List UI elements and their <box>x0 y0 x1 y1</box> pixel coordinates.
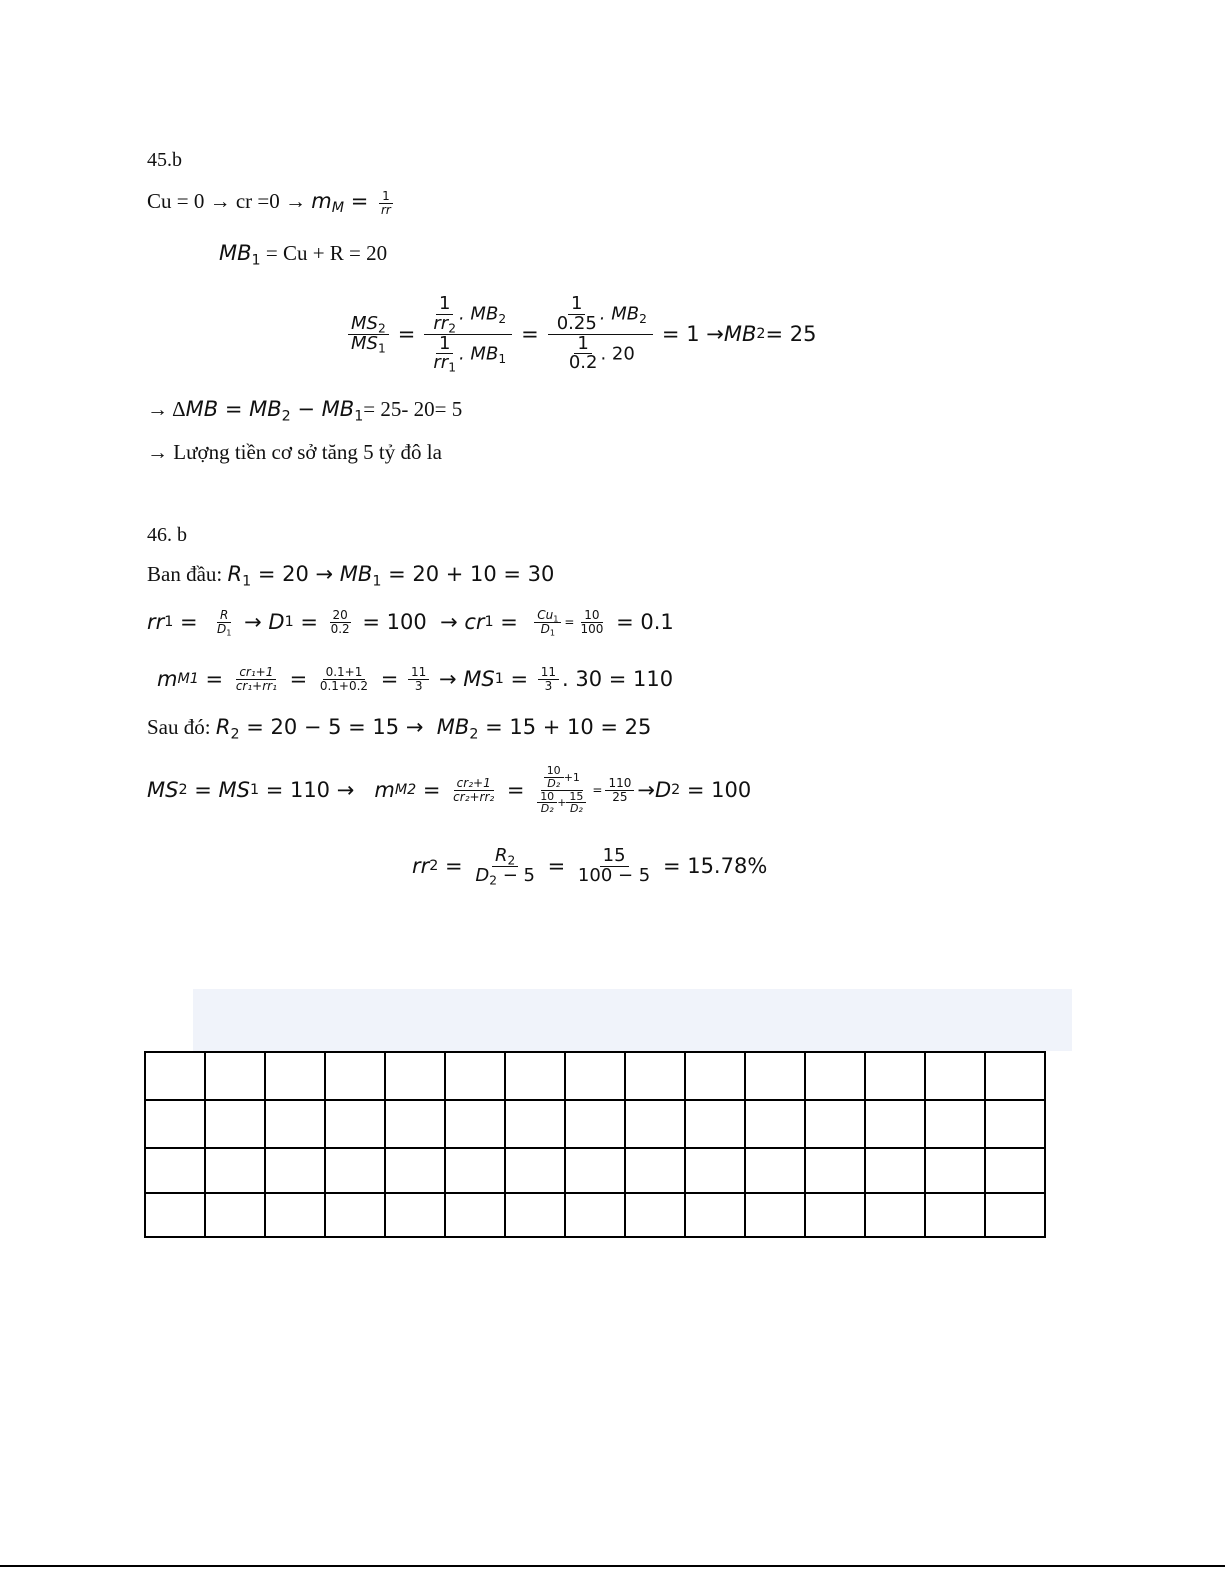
cr1-value: = 0.1 <box>609 609 674 634</box>
mb-subscript: 1 <box>251 252 261 269</box>
table-cell <box>685 1100 745 1148</box>
equals: = <box>540 853 572 878</box>
d2-val: 0.2 <box>568 352 598 374</box>
q45-line2-text: = Cu + R = 20 <box>260 241 388 265</box>
q46-heading: 46. b <box>147 524 187 546</box>
mb-symbol: MB <box>219 241 252 265</box>
mb1-value: = 20 + 10 = 30 <box>381 562 555 586</box>
den: 25 <box>612 789 628 804</box>
equals: = <box>198 666 230 691</box>
den: 3 <box>414 678 423 693</box>
compound-fraction-symbolic <box>424 292 512 376</box>
frac-r2-over-d2-minus-5 <box>472 844 538 888</box>
table-cell <box>865 1193 925 1237</box>
den-sub: 1 <box>226 626 232 637</box>
frac-den: rr <box>381 202 391 217</box>
n-rr: rr <box>433 312 449 334</box>
table-cell <box>925 1100 985 1148</box>
table-cell <box>745 1100 805 1148</box>
table-cell <box>145 1193 205 1237</box>
bottom-rule <box>0 1565 1225 1567</box>
table-cell <box>865 1148 925 1193</box>
num: 0.1+1 <box>323 666 366 680</box>
num: 10 <box>581 609 602 623</box>
r1: R <box>227 562 243 586</box>
inner-frac <box>566 332 601 374</box>
frac-11-over-3 <box>408 666 429 692</box>
num-sub: 1 <box>553 613 559 624</box>
equals: = <box>503 666 535 691</box>
n-mb: . MB <box>458 303 499 325</box>
frac-multiplier-formula <box>233 666 280 692</box>
d1-bot: D₂ <box>540 802 554 816</box>
ms1: MS <box>351 332 378 354</box>
rr2-value: = 15.78% <box>656 853 768 878</box>
table-cell <box>205 1148 265 1193</box>
frac-cu-over-d1 <box>534 609 561 635</box>
equals: = <box>218 397 250 421</box>
d1: D <box>268 609 285 634</box>
label-initial: Ban đầu: <box>147 562 228 586</box>
table-cell <box>925 1052 985 1100</box>
frac-15-over-95 <box>575 844 653 886</box>
mb2: MB <box>249 397 282 421</box>
table-cell <box>265 1052 325 1100</box>
n2-one: 1 <box>568 295 585 315</box>
q46-line5: MS 2 = MS 1 = 110 → m M2 = $\frac{\text{cr₂+1}}{\text{cr₂+rr₂}}$ = $\frac{10}{\text{D₂}}$ +1 $\frac{10}{\text{D₂}}$ + $\frac{15}{\text{D₂}}$ = $\frac{110}{25}$ → D 2 = 100 <box>147 764 752 816</box>
mb1-sub: 1 <box>354 408 364 425</box>
q45-line4 <box>147 397 463 425</box>
frac-20-over-0.2 <box>328 609 353 635</box>
den-sub: 2 <box>489 873 497 888</box>
n-top: 10 <box>544 765 564 778</box>
table-cell <box>805 1052 865 1100</box>
mb2-value: = 15 + 10 = 25 <box>478 715 652 739</box>
frac-r-over-d1 <box>214 609 234 635</box>
mb1: MB <box>339 562 373 586</box>
ms1: MS <box>218 777 250 802</box>
d2-one: 1 <box>574 335 591 355</box>
d-rr: rr <box>433 352 449 374</box>
d2-value: = 100 <box>680 777 752 802</box>
minus: − <box>290 397 322 421</box>
d2-top: 15 <box>566 791 586 804</box>
table-cell <box>865 1052 925 1100</box>
table-cell <box>625 1100 685 1148</box>
table-cell <box>625 1052 685 1100</box>
ms2-sub: 2 <box>377 321 386 336</box>
num: 20 <box>330 609 351 623</box>
table-cell <box>325 1100 385 1148</box>
q45-heading: 45.b <box>147 149 182 171</box>
equals: = <box>397 321 416 346</box>
table-cell <box>865 1100 925 1148</box>
table-cell <box>325 1148 385 1193</box>
table-cell <box>385 1100 445 1148</box>
d2-bot: D₂ <box>569 802 583 816</box>
m-m2: m <box>374 777 395 802</box>
inner-frac <box>430 292 459 336</box>
den: 100 <box>580 621 604 636</box>
table-row <box>145 1193 1045 1237</box>
n2-mb-sub: 2 <box>639 311 647 326</box>
table-cell <box>265 1193 325 1237</box>
num: cr₁+1 <box>236 666 276 680</box>
table-cell <box>445 1148 505 1193</box>
den: D <box>475 864 490 886</box>
table-cell <box>445 1100 505 1148</box>
mb2-value: = 25 <box>765 321 817 346</box>
table-cell <box>625 1148 685 1193</box>
den: 3 <box>544 678 553 693</box>
ms-value: = 110 → <box>259 777 375 802</box>
r2: R <box>215 715 231 739</box>
table-cell <box>985 1052 1045 1100</box>
m-symbol: m <box>311 188 332 213</box>
table-cell <box>385 1193 445 1237</box>
table-cell <box>985 1193 1045 1237</box>
arrow-delta: → Δ <box>147 397 186 421</box>
d1-value: = 100 → <box>355 609 465 634</box>
d-mb-sub: 1 <box>498 351 507 366</box>
m-m1: m <box>157 666 178 691</box>
table-cell <box>925 1148 985 1193</box>
q45-line1-text: Cu = 0 → cr =0 → <box>147 188 312 213</box>
num-sub: 2 <box>507 853 516 868</box>
q46-line3: m M1 = $\frac{\text{cr₁+1}}{\text{cr₁+rr₁}}$ = $\frac{0.1+1}{0.1+0.2}$ = $\frac{11}{3}$ → MS 1 = $\frac{11}{3}$ . 30 = 110 <box>157 664 674 693</box>
q46-line4 <box>147 715 652 743</box>
n2-val: 0.25 <box>556 312 597 334</box>
r1-value: = 20 → <box>251 562 340 586</box>
arrow: → <box>637 777 655 802</box>
arrow: → <box>432 666 464 691</box>
table-cell <box>925 1193 985 1237</box>
table-cell <box>145 1100 205 1148</box>
den: cr₁+rr₁ <box>235 678 277 693</box>
rr1: rr <box>147 609 165 634</box>
table-cell <box>145 1148 205 1193</box>
delta-result: = 25- 20= 5 <box>363 397 463 421</box>
d-rr-sub: 1 <box>448 361 456 376</box>
label-after: Sau đó: <box>147 715 216 739</box>
q46-line1 <box>147 562 555 590</box>
n-rr-sub: 2 <box>448 321 456 336</box>
compound-fraction-numeric <box>548 292 653 374</box>
r2-value: = 20 − 5 = 15 → <box>239 715 437 739</box>
equals: = <box>416 777 448 802</box>
table-cell <box>745 1052 805 1100</box>
ms1-value: . 30 = 110 <box>562 666 674 691</box>
table-cell <box>505 1148 565 1193</box>
num: 11 <box>408 666 429 680</box>
den: D <box>216 621 227 636</box>
d1-top: 10 <box>537 791 557 804</box>
plus: + <box>557 795 567 809</box>
table-cell <box>385 1148 445 1193</box>
ms2: MS <box>147 777 179 802</box>
ms1: MS <box>463 666 495 691</box>
equals: = <box>374 666 406 691</box>
ms-ratio-fraction <box>348 312 389 356</box>
num: 110 <box>605 777 634 791</box>
frac-multiplier-values <box>317 666 371 692</box>
table-cell <box>805 1148 865 1193</box>
frac-11-over-3 <box>538 666 559 692</box>
equals: = <box>173 609 211 634</box>
equals: = <box>521 321 539 346</box>
table-row <box>145 1052 1045 1100</box>
n-mb-sub: 2 <box>498 311 507 326</box>
cr1: cr <box>464 609 485 634</box>
frac-10-over-100 <box>577 609 606 635</box>
table-cell <box>205 1052 265 1100</box>
table-cell <box>325 1193 385 1237</box>
table-cell <box>745 1148 805 1193</box>
num: Cu <box>537 607 554 622</box>
table-cell <box>205 1193 265 1237</box>
den-sub: 1 <box>549 626 556 637</box>
table-cell <box>325 1052 385 1100</box>
q45-line3-equation: $\frac{MS_2}{MS_1}$ = $\frac{1}{rr_2}$ . $MB_2$ $\frac{1}{rr_1}$ . $MB_1$ = $\frac{1}{0.25}$ . $MB_2$ $\frac{1}{0.2}$ . 20 = 1 → MB 2 = 25 <box>345 288 816 380</box>
q46-line2: rr 1 = $\frac{R}{D_1}$ → D 1 = $\frac{20}{0.2}$ = 100 → cr 1 = $\frac{Cu_1}{D_1}$ = $\frac{10}{100}$ = 0.1 <box>147 607 674 637</box>
table-row <box>145 1148 1045 1193</box>
compound-fraction-d2 <box>534 765 589 814</box>
q45-line1 <box>147 190 397 216</box>
table-cell <box>265 1100 325 1148</box>
mb2: MB <box>723 321 757 346</box>
mb2-sub: 2 <box>281 408 291 425</box>
r1-sub: 1 <box>242 573 252 590</box>
table-cell <box>565 1148 625 1193</box>
q45-line2 <box>219 241 388 269</box>
frac-num: 1 <box>379 190 393 204</box>
num: 15 <box>600 847 629 867</box>
plus-one: +1 <box>563 770 580 784</box>
den-rest: − 5 <box>496 864 535 886</box>
equals: = <box>493 609 532 634</box>
den: D <box>540 621 550 636</box>
table-cell <box>505 1100 565 1148</box>
fraction-1-over-rr <box>378 190 394 216</box>
table-cell <box>565 1100 625 1148</box>
table-cell <box>505 1052 565 1100</box>
shaded-band <box>193 989 1072 1051</box>
d-mb: . MB <box>458 342 499 364</box>
table-cell <box>445 1193 505 1237</box>
table-cell <box>985 1148 1045 1193</box>
n-one: 1 <box>436 295 453 315</box>
den: 0.2 <box>330 621 350 636</box>
table-cell <box>565 1052 625 1100</box>
equals: = <box>344 188 375 213</box>
table-cell <box>685 1193 745 1237</box>
frac-110-over-25 <box>605 777 634 803</box>
den: 0.1+0.2 <box>319 678 369 693</box>
table-cell <box>625 1193 685 1237</box>
n-bot: D₂ <box>547 776 561 790</box>
inner-frac <box>554 292 600 334</box>
num: R <box>217 609 231 623</box>
mb: MB <box>185 397 219 421</box>
n2-mb: . MB <box>599 303 640 325</box>
table-cell <box>205 1100 265 1148</box>
equals: = <box>187 777 219 802</box>
table-cell <box>265 1148 325 1193</box>
rr2: rr <box>412 853 430 878</box>
m-subscript: M <box>331 200 345 217</box>
num: cr₂+1 <box>454 777 494 791</box>
empty-grid-table <box>144 1051 1046 1238</box>
table-cell <box>685 1052 745 1100</box>
frac-multiplier-2 <box>450 777 497 803</box>
table-cell <box>445 1052 505 1100</box>
den: 100 − 5 <box>577 864 651 886</box>
mb1: MB <box>321 397 355 421</box>
equals-small: = <box>564 615 575 629</box>
r2-sub: 2 <box>230 726 240 743</box>
equals: = <box>438 853 470 878</box>
result-text: = 1 → <box>661 321 724 346</box>
d2: D <box>654 777 672 802</box>
table-cell <box>745 1193 805 1237</box>
equals: = <box>500 777 532 802</box>
table-cell <box>505 1193 565 1237</box>
table-cell <box>685 1148 745 1193</box>
table-cell <box>385 1052 445 1100</box>
inner-frac <box>430 332 459 376</box>
table-cell <box>985 1100 1045 1148</box>
q46-line6: rr 2 = $\frac{R_2}{D_2 - 5}$ = $\frac{15}{100 - 5}$ = 15.78% <box>412 844 768 888</box>
equals-small: = <box>592 783 603 797</box>
mb2: MB <box>436 715 470 739</box>
mb1-sub: 1 <box>372 573 382 590</box>
den: cr₂+rr₂ <box>453 789 495 804</box>
d2-rest: . 20 <box>600 342 635 364</box>
table-row <box>145 1100 1045 1148</box>
equals: = <box>282 666 314 691</box>
equals: = <box>293 609 325 634</box>
mb2-sub: 2 <box>469 726 479 743</box>
d-one: 1 <box>436 335 453 355</box>
num: R <box>494 844 508 866</box>
table-cell <box>145 1052 205 1100</box>
num: 11 <box>538 666 559 680</box>
table-cell <box>565 1193 625 1237</box>
arrow: → <box>237 609 269 634</box>
table-cell <box>805 1193 865 1237</box>
ms1-sub: 1 <box>377 341 386 356</box>
q45-conclusion: → Lượng tiền cơ sở tăng 5 tỷ đô la <box>147 440 442 464</box>
ms2: MS <box>351 312 378 334</box>
table-cell <box>805 1100 865 1148</box>
